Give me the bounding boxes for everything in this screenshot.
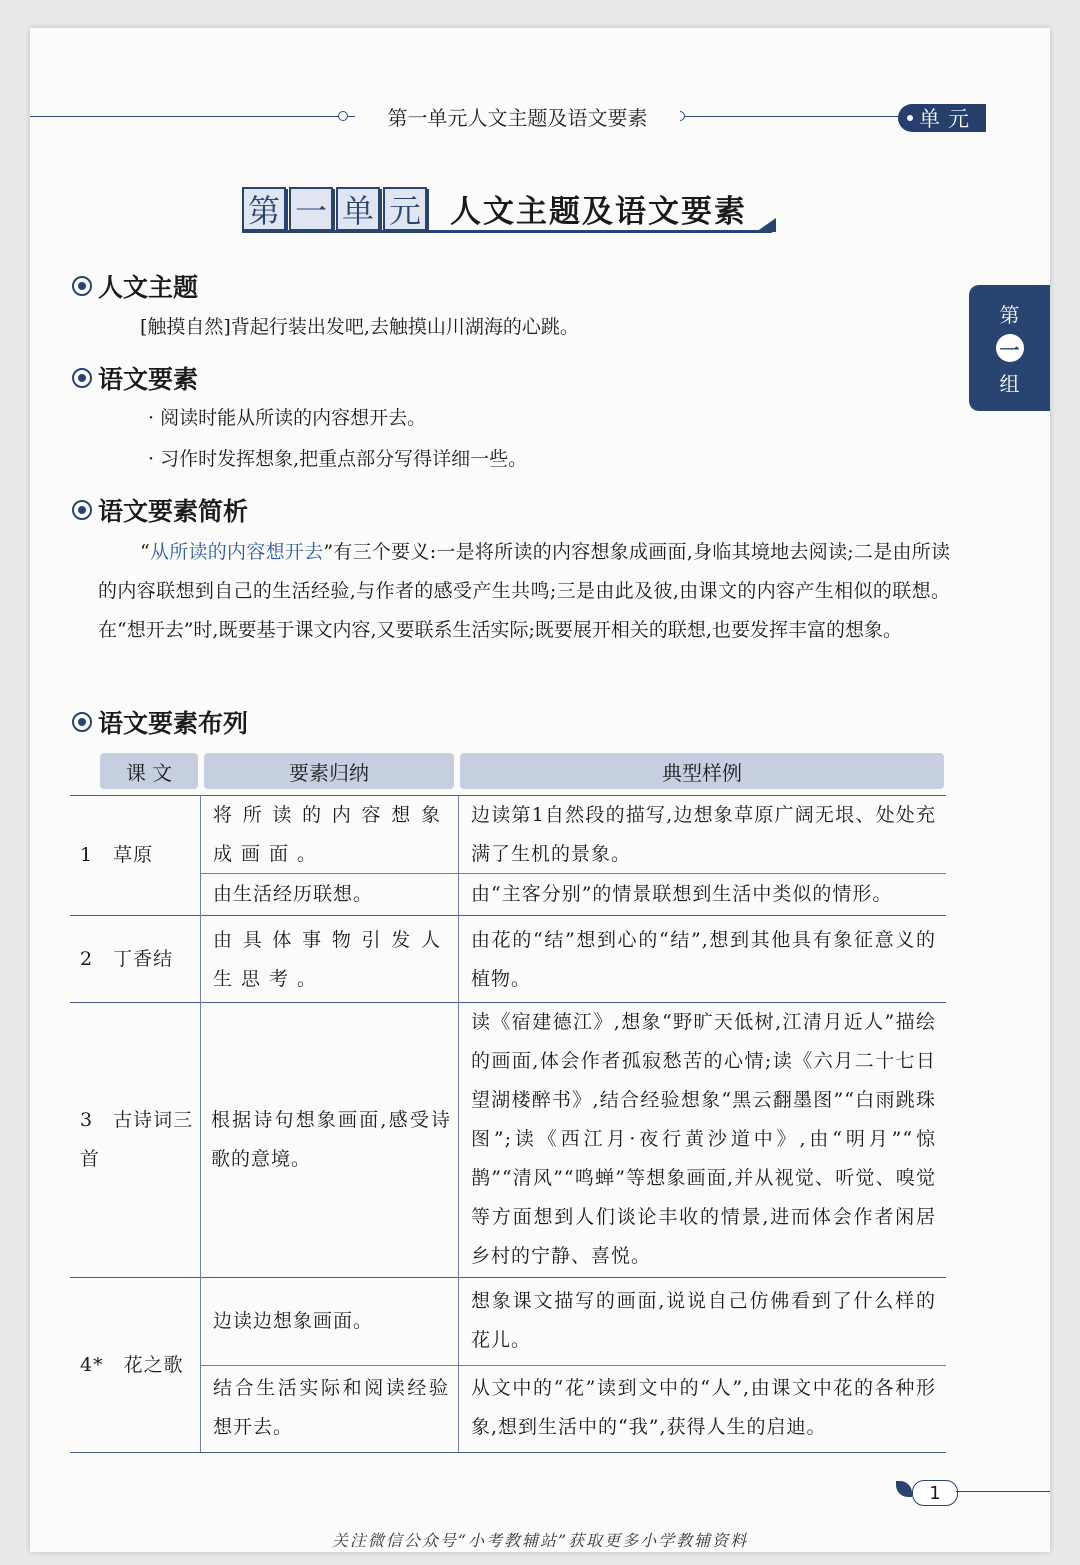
column-header-element: 要素归纳 bbox=[204, 753, 454, 789]
table-rule bbox=[200, 1365, 946, 1366]
side-tab-number: 一 bbox=[996, 334, 1024, 362]
title-box-char: 单 bbox=[336, 187, 380, 231]
table-rule bbox=[70, 1277, 946, 1278]
section-theme-heading bbox=[72, 268, 198, 304]
leaf-icon bbox=[896, 1481, 912, 1497]
example-cell: 读《宿建德江》,想象“野旷天低树,江清月近人”描绘的画面,体会作者孤寂愁苦的心情;读《六月二十七日望湖楼醉书》,结合经验想象“黑云翻墨图”“白雨跳珠图”;读《西江月·夜行黄沙道中》,由“明月”“惊鹊”“清风”“鸣蝉”等想象画面,并从视觉、听觉、嗅觉等方面想到人们谈论丰收的情景,进而体会作者闲居乡村的宁静、喜悦。 bbox=[471, 1011, 936, 1267]
element-cell: 边读边想象画面。 bbox=[213, 1310, 374, 1332]
title-box-char: 元 bbox=[383, 187, 427, 231]
page-title bbox=[242, 186, 747, 231]
element-cell: 将所读的内容想象成画面。 bbox=[213, 804, 449, 865]
example-cell: 想象课文描写的画面,说说自己仿佛看到了什么样的花儿。 bbox=[471, 1290, 936, 1351]
running-title: 第一单元人文主题及语文要素 bbox=[355, 102, 680, 131]
footer-note: 关注微信公众号“小考教辅站”获取更多小学教辅资料 bbox=[331, 1531, 749, 1550]
page-number-rule bbox=[956, 1491, 1050, 1492]
lesson-cell: 4* 花之歌 bbox=[80, 1354, 184, 1376]
lesson-cell: 1 草原 bbox=[80, 844, 154, 866]
element-item-text: 习作时发挥想象,把重点部分写得详细一些。 bbox=[160, 448, 528, 470]
example-cell: 边读第1自然段的描写,边想象草原广阔无垠、处处充满了生机的景象。 bbox=[471, 804, 936, 865]
page bbox=[30, 28, 1050, 1552]
table-col-divider bbox=[458, 795, 459, 1452]
analysis-quote-open: “ bbox=[140, 541, 150, 563]
section-title: 人文主题 bbox=[98, 273, 199, 302]
side-tab bbox=[969, 285, 1050, 411]
column-header-lesson: 课 文 bbox=[100, 753, 198, 789]
element-item: · 阅读时能从所读的内容想开去。 bbox=[148, 407, 427, 429]
side-tab-bottom: 组 bbox=[999, 372, 1020, 396]
title-box-char: 第 bbox=[242, 187, 286, 231]
table-rule bbox=[70, 915, 946, 916]
section-title: 语文要素布列 bbox=[98, 709, 249, 738]
section-analysis-heading bbox=[72, 492, 248, 528]
analysis-paragraph bbox=[98, 533, 950, 650]
element-cell: 由生活经历联想。 bbox=[213, 883, 374, 905]
location-pin-icon bbox=[72, 276, 92, 296]
example-cell: 由花的“结”想到心的“结”,想到其他具有象征意义的植物。 bbox=[471, 929, 936, 990]
column-header-example: 典型样例 bbox=[460, 753, 944, 789]
unit-badge bbox=[898, 104, 986, 132]
table-rule-bottom bbox=[70, 1452, 946, 1453]
title-corner-triangle bbox=[756, 218, 776, 232]
page-number: 1 bbox=[912, 1480, 958, 1506]
theme-text: [触摸自然]背起行装出发吧,去触摸山川湖海的心跳。 bbox=[140, 316, 579, 338]
title-box-char: 一 bbox=[289, 187, 333, 231]
title-text: 人文主题及语文要素 bbox=[450, 194, 747, 230]
example-cell: 从文中的“花”读到文中的“人”,由课文中花的各种形象,想到生活中的“我”,获得人生的启迪。 bbox=[471, 1377, 936, 1438]
unit-badge-label: 单元 bbox=[919, 107, 977, 131]
analysis-text: ”有三个要义:一是将所读的内容想象成画面,身临其境地去阅读;二是由所读的内容联想到自己的生活经验,与作者的感受产生共鸣;三是由此及彼,由课文的内容产生相似的联想。在“想开去”时,既要基于课文内容,又要联系生活实际;既要展开相关的联想,也要发挥丰富的想象。 bbox=[98, 541, 950, 641]
location-pin-icon bbox=[72, 368, 92, 388]
element-item-text: 阅读时能从所读的内容想开去。 bbox=[160, 407, 427, 429]
side-tab-top: 第 bbox=[999, 303, 1020, 327]
example-cell: 由“主客分别”的情景联想到生活中类似的情形。 bbox=[471, 883, 893, 905]
element-cell: 根据诗句想象画面,感受诗歌的意境。 bbox=[211, 1109, 451, 1170]
section-title: 语文要素 bbox=[98, 365, 199, 394]
element-cell: 由具体事物引发人生思考。 bbox=[213, 929, 449, 990]
lesson-cell: 3 古诗词三首 bbox=[80, 1109, 194, 1170]
lesson-cell: 2 丁香结 bbox=[80, 948, 174, 970]
section-layout-heading bbox=[72, 704, 248, 740]
analysis-quoted: 从所读的内容想开去 bbox=[149, 541, 324, 563]
section-elements-heading bbox=[72, 360, 198, 396]
location-pin-icon bbox=[72, 712, 92, 732]
element-item: · 习作时发挥想象,把重点部分写得详细一些。 bbox=[148, 448, 528, 470]
location-pin-icon bbox=[72, 500, 92, 520]
title-underline bbox=[242, 230, 772, 233]
element-cell: 结合生活实际和阅读经验想开去。 bbox=[213, 1377, 449, 1438]
header-dot-left bbox=[338, 111, 348, 121]
table-col-divider bbox=[200, 795, 201, 1452]
badge-dot-icon bbox=[907, 115, 913, 121]
section-title: 语文要素简析 bbox=[98, 497, 249, 526]
